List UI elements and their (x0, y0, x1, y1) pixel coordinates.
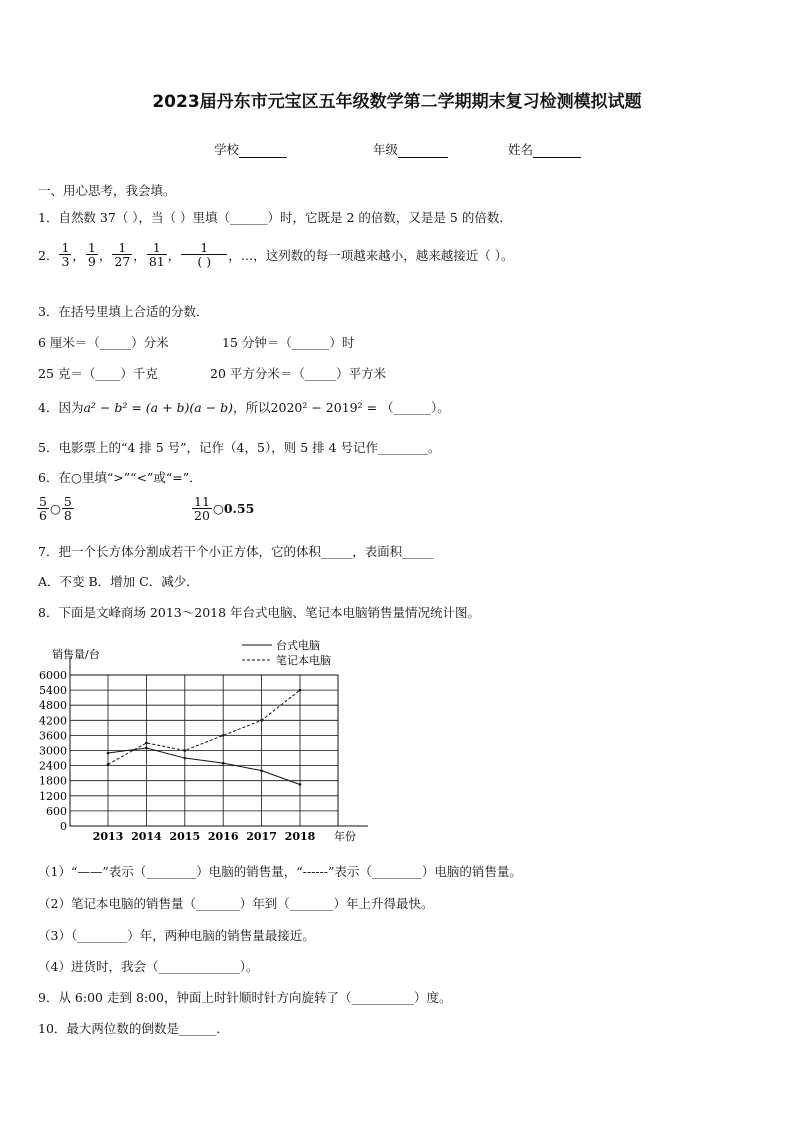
question-3d: 20 平方分米＝（_____）平方米 (210, 366, 387, 381)
denominator: 8 (63, 508, 72, 524)
question-3: 3．在括号里填上合适的分数． (38, 304, 209, 319)
series-line-2 (108, 690, 300, 764)
y-tick-label: 1200 (39, 789, 67, 803)
numerator: 1 (87, 240, 96, 255)
page-title: 2023届丹东市元宝区五年级数学第二学期期末复习检测模拟试题 (152, 92, 642, 112)
separator: ， (98, 247, 112, 263)
compare-circle[interactable]: ○ (49, 501, 61, 517)
question-6: 6．在○里填“>”“<”或“=”． (38, 470, 202, 485)
question-10: 10．最大两位数的倒数是______． (38, 1021, 229, 1036)
question-2-number: 2． (38, 247, 59, 263)
question-7-options: A．不变 B．增加 C．减少． (38, 574, 199, 589)
y-axis-label: 销售量/台 (52, 648, 100, 661)
numerator: 11 (194, 494, 210, 509)
formula: a² − b² = (a + b)(a − b) (83, 400, 234, 415)
school-label: 学校 (214, 142, 240, 157)
name-field (508, 140, 581, 158)
fraction-left (192, 495, 212, 522)
x-tick-label: 2014 (131, 830, 162, 843)
question-3b: 15 分钟＝（______）时 (222, 335, 355, 350)
data-point (145, 747, 148, 750)
x-tick-label: 2015 (169, 830, 201, 843)
chart-grid (70, 657, 368, 826)
grade-field (373, 140, 448, 158)
question-8-4: （4）进货时，我会（_____________）。 (38, 959, 259, 974)
series-line-1 (108, 748, 300, 784)
name-label: 姓名 (508, 142, 534, 157)
fraction-5[interactable] (181, 241, 227, 268)
numerator: 1 (112, 241, 132, 255)
section-heading: 一、用心思考，我会填。 (38, 183, 176, 198)
fraction-2 (86, 241, 98, 268)
separator: ， (133, 247, 146, 263)
question-4-expr: 2020² − 2019² = （______）。 (270, 400, 450, 415)
fraction-1 (59, 241, 71, 268)
question-3a: 6 厘米＝（_____）分米 (38, 335, 169, 350)
separator: ， (167, 247, 181, 263)
grade-blank[interactable] (398, 142, 448, 158)
question-2-tail: ，…，这列数的每一项越来越小，越来越接近（ ）。 (228, 247, 514, 263)
data-point (222, 734, 225, 737)
y-tick-label: 3600 (39, 729, 67, 743)
y-tick-label: 3000 (39, 744, 67, 758)
y-tick-label: 5400 (39, 684, 67, 698)
numerator: 1 (181, 241, 227, 255)
question-8-2: （2）笔记本电脑的销售量（_______）年到（_______）年上升得最快。 (38, 896, 434, 911)
numerator: 5 (39, 494, 47, 509)
legend-series-2: 笔记本电脑 (276, 654, 331, 667)
numerator: 1 (147, 241, 167, 255)
fraction-right (62, 495, 74, 522)
question-4-mid: ，所以 (233, 400, 271, 415)
data-point (222, 762, 225, 765)
y-tick-label: 0 (60, 820, 67, 833)
x-tick-label: 2013 (92, 830, 124, 843)
school-field (214, 140, 287, 158)
question-8-1: （1）“——”表示（________）电脑的销售量，“------”表示（________）电脑的销售量。 (38, 864, 522, 879)
question-8-3: （3）（________）年，两种电脑的销售量最接近。 (38, 928, 315, 943)
data-point (260, 719, 263, 722)
question-4 (38, 398, 450, 416)
question-4-pre: 4．因为 (38, 400, 84, 415)
chart-series (107, 689, 302, 786)
question-3c: 25 克＝（____）千克 (38, 366, 158, 381)
denominator: 20 (194, 508, 210, 524)
numerator: 5 (63, 494, 72, 509)
data-point (299, 783, 302, 786)
question-6a (36, 495, 75, 522)
data-point (107, 763, 110, 766)
denominator: 81 (148, 254, 165, 270)
legend-series-1: 台式电脑 (276, 639, 320, 652)
question-2 (38, 241, 513, 268)
question-6b (191, 495, 254, 522)
denominator: 3 (61, 254, 70, 270)
y-tick-label: 600 (46, 804, 67, 818)
data-point (184, 757, 187, 760)
fraction-3 (112, 241, 132, 268)
x-tick-label: 2016 (207, 830, 239, 843)
question-5: 5．电影票上的“4 排 5 号”，记作（4，5），则 5 排 4 号记作________。 (38, 440, 441, 455)
data-point (299, 689, 302, 692)
data-point (145, 742, 148, 745)
data-point (260, 769, 263, 772)
denominator: 6 (39, 508, 47, 524)
denominator: 9 (87, 254, 96, 270)
question-7: 7．把一个长方体分割成若干个小正方体，它的体积_____，表面积_____ (38, 544, 434, 559)
decimal-value: 0.55 (223, 501, 255, 517)
school-blank[interactable] (239, 142, 287, 158)
y-tick-label: 1800 (39, 774, 67, 788)
x-tick-label: 2017 (246, 830, 277, 843)
denominator: 27 (114, 254, 131, 270)
fraction-4 (147, 241, 167, 268)
y-tick-label: 4200 (39, 714, 67, 728)
numerator: 1 (61, 240, 70, 255)
fraction-left (37, 495, 49, 522)
separator: ， (72, 247, 85, 263)
data-point (184, 749, 187, 752)
x-tick-label: 2018 (284, 830, 316, 843)
data-point (107, 752, 110, 755)
y-tick-label: 2400 (39, 759, 67, 773)
x-axis-label: 年份 (334, 830, 356, 843)
name-blank[interactable] (533, 142, 581, 158)
sales-line-chart (30, 630, 390, 850)
question-9: 9．从 6:00 走到 8:00，钟面上时针顺时针方向旋转了（__________）度。 (38, 990, 452, 1005)
y-tick-label: 6000 (39, 669, 67, 682)
denominator-blank[interactable]: ( ) (197, 254, 212, 270)
grade-label: 年级 (373, 142, 399, 157)
question-1: 1．自然数 37（ ），当（ ）里填（______）时，它既是 2 的倍数，又是是 5 的倍数． (38, 210, 512, 225)
compare-circle[interactable]: ○ (212, 501, 224, 517)
question-8: 8．下面是文峰商场 2013～2018 年台式电脑、笔记本电脑销售量情况统计图。 (38, 605, 481, 620)
y-tick-label: 4800 (39, 699, 67, 713)
